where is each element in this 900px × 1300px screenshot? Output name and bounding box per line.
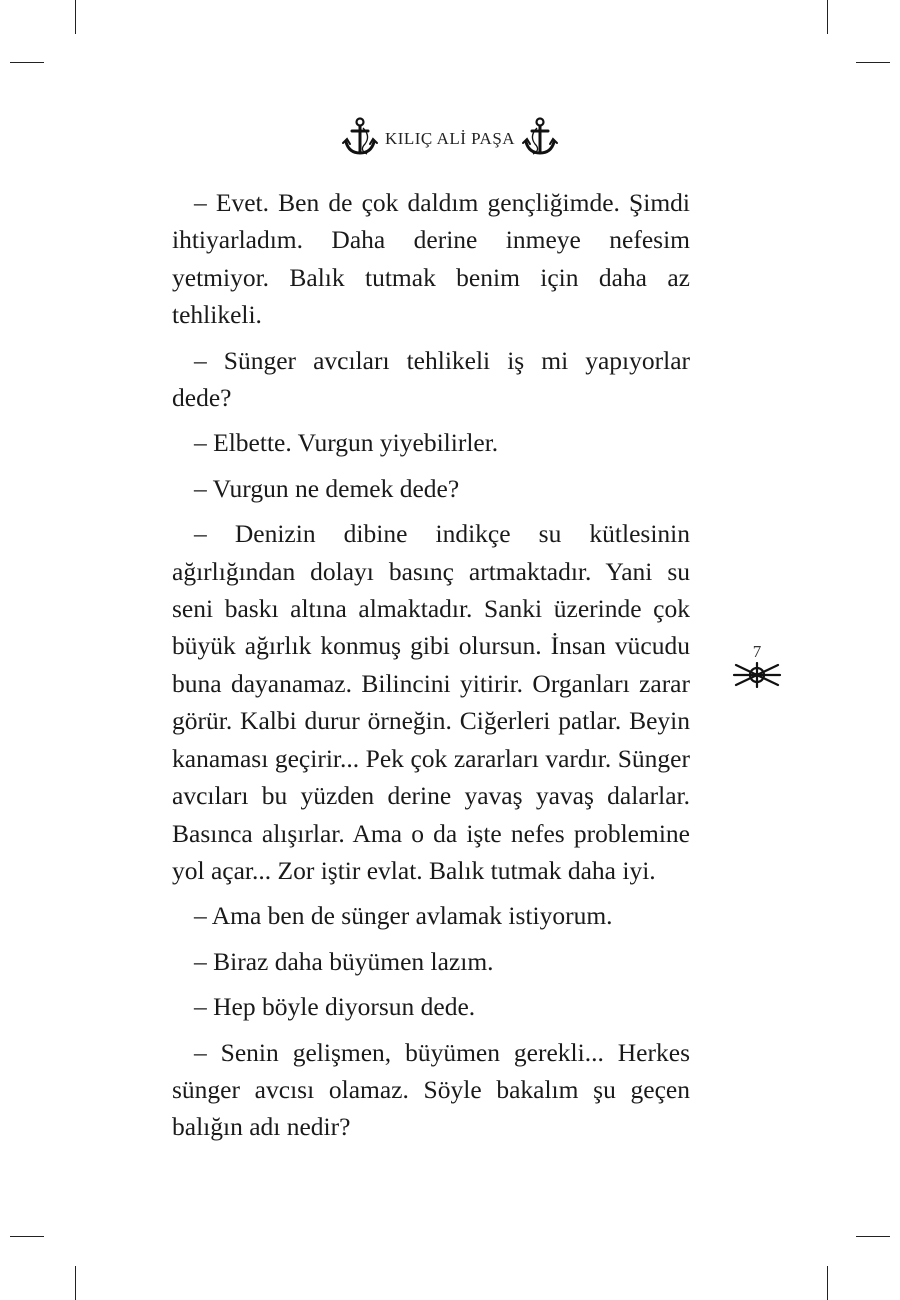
running-head bbox=[0, 116, 900, 158]
page-marker bbox=[730, 644, 784, 694]
crop-mark-top-right bbox=[827, 0, 828, 34]
paragraph: – Sünger avcıları tehlikeli iş mi yapıyorlar dede? bbox=[172, 345, 690, 413]
paragraph: – Vurgun ne demek dede? bbox=[194, 473, 460, 503]
crop-mark-left-bottom bbox=[10, 1236, 44, 1237]
crop-mark-top-left bbox=[75, 0, 76, 34]
crop-mark-left-top bbox=[10, 62, 44, 63]
anchor-icon bbox=[341, 116, 379, 158]
anchor-icon bbox=[521, 116, 559, 158]
body-text bbox=[172, 184, 690, 1154]
running-head-title: KILIÇ ALİ PAŞA bbox=[384, 129, 516, 148]
paragraph: – Evet. Ben de çok daldım gençliğimde. Şimdi ihtiyarladım. Daha derine inmeye nefesim yetmiyor. Balık tutmak benim için daha az tehlikeli. bbox=[172, 188, 690, 330]
paragraph: – Biraz daha büyümen lazım. bbox=[194, 946, 494, 976]
crop-mark-right-top bbox=[856, 62, 890, 63]
crop-mark-bottom-right bbox=[827, 1266, 828, 1300]
paragraph: – Elbette. Vurgun yiyebilirler. bbox=[194, 428, 499, 458]
paragraph: – Denizin dibine indikçe su kütlesinin ağırlığından dolayı basınç artmaktadır. Yani su seni baskı altına almaktadır. Sanki üzerinde çok büyük ağırlık konmuş gibi olursun. İnsan vücudu buna dayanamaz. Bilincini yitirir. Organları zarar görür. Kalbi durur örneğin. Ciğerleri patlar. Beyin kanaması geçirir... Pek çok zararları vardır. Sünger avcıları bu yüzden derine yavaş yavaş dalarlar. Basınca alışırlar. Ama o da işte nefes problemine yol açar... Zor iştir evlat. Balık tutmak daha iyi. bbox=[172, 519, 690, 885]
paragraph: – Hep böyle diyorsun dede. bbox=[194, 992, 476, 1022]
crop-mark-bottom-left bbox=[75, 1266, 76, 1300]
crop-mark-right-bottom bbox=[856, 1236, 890, 1237]
paragraph: – Senin gelişmen, büyümen gerekli... Herkes sünger avcısı olamaz. Söyle bakalım şu geçen balığın adı nedir? bbox=[172, 1037, 690, 1142]
paragraph: – Ama ben de sünger avlamak istiyorum. bbox=[194, 901, 613, 931]
page-number: 7 bbox=[752, 642, 762, 661]
